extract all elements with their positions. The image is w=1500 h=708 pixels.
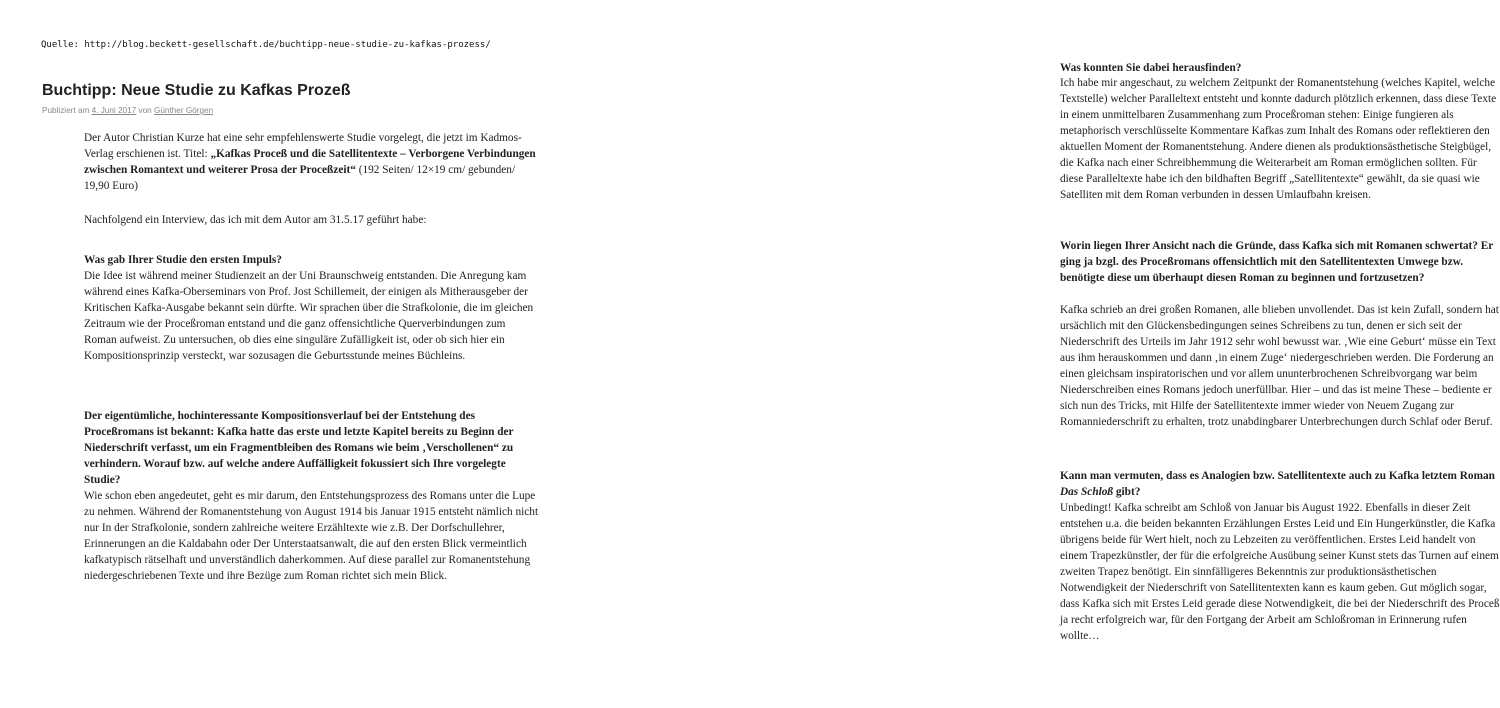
answer-1: Die Idee ist während meiner Studienzeit an der Uni Braunschweig entstanden. Die Anregung kam während eines Kafka-Oberseminars von Prof. Jost Schillemeit, der einigen als Mitherausgeber der Kritischen Kafka-Ausgabe bekannt sein dürfte. Wir sprachen über die Strafkolonie, die im gleichen Zeitraum wie der Proceßroman entstand und die ganz offensichtliche Querverbindungen zum Roman aufweist. Zu untersuchen, ob dies eine singuläre Zufälligkeit ist, oder ob sich hier ein Kompositionsprinzip versteckt, war sozusagen die Geburtsstunde meines Büchleins.	[84, 270, 534, 362]
answer-2: Wie schon eben angedeutet, geht es mir darum, den Entstehungsprozess des Romans unter die Lupe zu nehmen. Während der Romanentstehung von August 1914 bis Januar 1915 entsteht nämlich nicht nur In der Strafkolonie, sondern zahlreiche weitere Erzähltexte wie z.B. Der Dorfschullehrer, Erinnerungen an die Kaldabahn oder Der Unterstaatsanwalt, die auf den ersten Blick vermeintlich kafkatypisch rätselhaft und unverständlich daherkommen. Auf diese parallel zur Romanentstehung niedergeschriebenen Texte und ihre Bezüge zum Roman richtet sich mein Blick.	[84, 490, 539, 582]
question-2: Der eigentümliche, hochinteressante Kompositionsverlauf bei der Entstehung des Proceßromans ist bekannt: Kafka hatte das erste und letzte Kapitel bereits zu Beginn der Niederschrift verfasst, um ein Fragmentbleiben des Romans wie beim ‚Verschollenen“ zu verhindern. Worauf bzw. auf welche andere Auffälligkeit fokussiert sich Ihre vorgelegte Studie?	[84, 410, 514, 486]
intro-text-2: (192 Seiten/ 12×19 cm/ gebunden/ 19,90 Euro)	[84, 164, 516, 192]
intro-paragraph	[84, 130, 539, 194]
meta-by: von	[136, 106, 154, 115]
question-1: Was gab Ihrer Studie den ersten Impuls?	[84, 254, 282, 266]
question-3: Was konnten Sie dabei herausfinden?	[1060, 62, 1242, 74]
author-link[interactable]: Günther Görgen	[154, 106, 214, 115]
article-title: Buchtipp: Neue Studie zu Kafkas Prozeß	[42, 82, 351, 99]
question-5	[1060, 468, 1500, 500]
source-url-line: Quelle: http://blog.beckett-gesellschaft.de/buchtipp-neue-studie-zu-kafkas-prozess/	[41, 40, 491, 50]
question-5-text-a: Kann man vermuten, dass es Analogien bzw. Satellitentexte auch zu Kafka letztem Roman	[1060, 470, 1495, 482]
publish-date-link[interactable]: 4. Juni 2017	[91, 106, 137, 115]
article-meta	[42, 106, 213, 115]
answer-3: Ich habe mir angeschaut, zu welchem Zeitpunkt der Romanentstehung (welches Kapitel, welche Textstelle) welcher Paralleltext entsteht und konnte dadurch plötzlich erkennen, dass diese Texte in einem unmittelbaren Zusammenhang zum Proceßroman stehen: Einige fungieren als metaphorisch verschlüsselte Kommentare Kafkas zum Inhalt des Romans oder reflektieren den aktuellen Moment der Romanentstehung. Andere dienen als produktionsästhetische Steigbügel, die Kafka nach einer Schreibhemmung die Weiterarbeit am Roman ermöglichen sollten. Für diese Paralleltexte habe ich den bildhaften Begriff „Satellitentexte“ gewählt, da sie quasi wie Satelliten mit dem Roman verbunden in dessen Umlaufbahn kreisen.	[1060, 77, 1497, 201]
question-5-italic-title: Das Schloß	[1060, 486, 1114, 498]
question-5-text-b: gibt?	[1113, 486, 1141, 498]
question-4: Worin liegen Ihrer Ansicht nach die Gründe, dass Kafka sich mit Romanen schwertat? Er ging ja bzgl. des Proceßromans offensichtlich mit den Satellitentexten Umwege bzw. benötigte diese um überhaupt diesen Roman zu beginnen und fortzusetzen?	[1060, 240, 1494, 284]
answer-4: Kafka schrieb an drei großen Romanen, alle blieben unvollendet. Das ist kein Zufall, sondern hat ursächlich mit den Glückensbedingungen seines Schreibens zu tun, denen er sich seit der Niederschrift des Urteils im Jahr 1912 sehr wohl bewusst war. ‚Wie eine Geburt‘ müsse ein Text aus ihm herauskommen und dann ‚in einem Zuge‘ niedergeschrieben werden. Die Forderung an einen gleichsam inspiratorischen und vor allem ununterbrochenen Schreibvorgang war beim Niederschreiben eines Romans jedoch unerfüllbar. Hier – und das ist meine These – bediente er sich nun des Tricks, mit Hilfe der Satellitentexte immer wieder von Neuem Zugang zur Romanniederschrift zu erhalten, trotz unabdingbarer Unterbrechungen durch Schlaf oder Beruf.	[1060, 304, 1499, 428]
answer-5: Unbedingt! Kafka schreibt am Schloß von Januar bis August 1922. Ebenfalls in dieser Zeit entstehen u.a. die beiden bekannten Erzählungen Erstes Leid und Ein Hungerkünstler, die Kafka übrigens beide für Wert hielt, noch zu Lebzeiten zu veröffentlichen. Erstes Leid handelt von einem Trapezkünstler, der für die erfolgreiche Ausübung seiner Kunst stets das Turnen auf einem zweiten Trapez benötigt. Ein sinnfälligeres Bekenntnis zur produktionsästhetischen Notwendigkeit der Niederschrift von Satellitentexten kann es kaum geben. Gut möglich sogar, dass Kafka sich mit Erstes Leid gerade diese Notwendigkeit, die bei der Niederschrift des Proceß ja recht erfolgreich war, für den Fortgang der Arbeit am Schloßroman in Erinnerung rufen wollte…	[1060, 502, 1500, 642]
book-title: „Kafkas Proceß und die Satellitentexte – Verborgene Verbindungen zwischen Romantext und weiterer Prosa der Proceßzeit“	[84, 148, 536, 176]
meta-prefix: Publiziert am	[42, 106, 92, 115]
interview-intro: Nachfolgend ein Interview, das ich mit dem Autor am 31.5.17 geführt habe:	[84, 214, 427, 226]
intro-text-1: Der Autor Christian Kurze hat eine sehr empfehlenswerte Studie vorgelegt, die jetzt im Kadmos-Verlag erschienen ist. Titel:	[84, 132, 522, 160]
